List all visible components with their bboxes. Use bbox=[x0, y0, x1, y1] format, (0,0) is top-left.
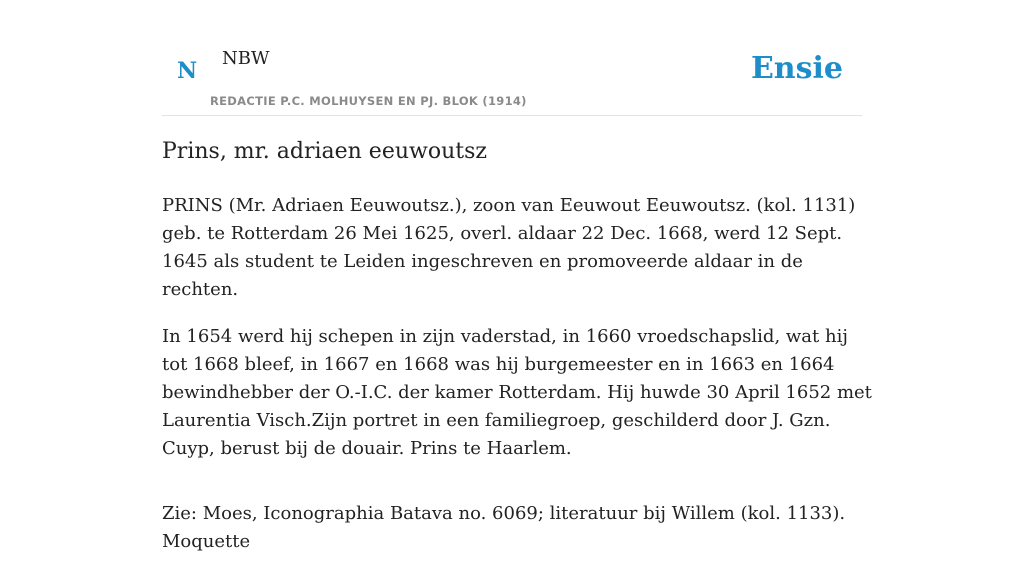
references-text: Zie: Moes, Iconographia Batava no. 6069; literatuur bij Willem (kol. 1133). bbox=[162, 503, 846, 524]
article-paragraph: In 1654 werd hij schepen in zijn vaderstad, in 1660 vroedschapslid, wat hij tot 1668 bleef, in 1667 en 1668 was hij burgemeester en in 1663 en 1664 bewindhebber der O.-I.C. der kamer Rotterdam. Hij huwde 30 April 1652 met Laurentia Visch.Zijn portret in een familiegroep, geschilderd door J. Gzn. Cuyp, berust bij de douair. Prins te Haarlem. bbox=[162, 326, 872, 459]
brand-logo[interactable]: Ensie bbox=[750, 51, 843, 86]
article-title: Prins, mr. adriaen eeuwoutsz bbox=[162, 139, 487, 164]
source-subtitle: REDACTIE P.C. MOLHUYSEN EN PJ. BLOK (1914) bbox=[210, 94, 527, 108]
article-references bbox=[162, 500, 872, 556]
article-paragraph: PRINS (Mr. Adriaen Eeuwoutsz.), zoon van Eeuwout Eeuwoutsz. (kol. 1131) geb. te Rotterdam 26 Mei 1625, overl. aldaar 22 Dec. 1668, werd 12 Sept. 1645 als student te Leiden ingeschreven en promoveerde aldaar in de rechten. bbox=[162, 195, 856, 300]
source-logo[interactable]: N bbox=[177, 58, 198, 84]
article-body bbox=[162, 192, 872, 575]
source-title[interactable]: NBW bbox=[222, 48, 270, 69]
article-author: Moquette bbox=[162, 531, 251, 552]
source-header bbox=[162, 40, 862, 116]
